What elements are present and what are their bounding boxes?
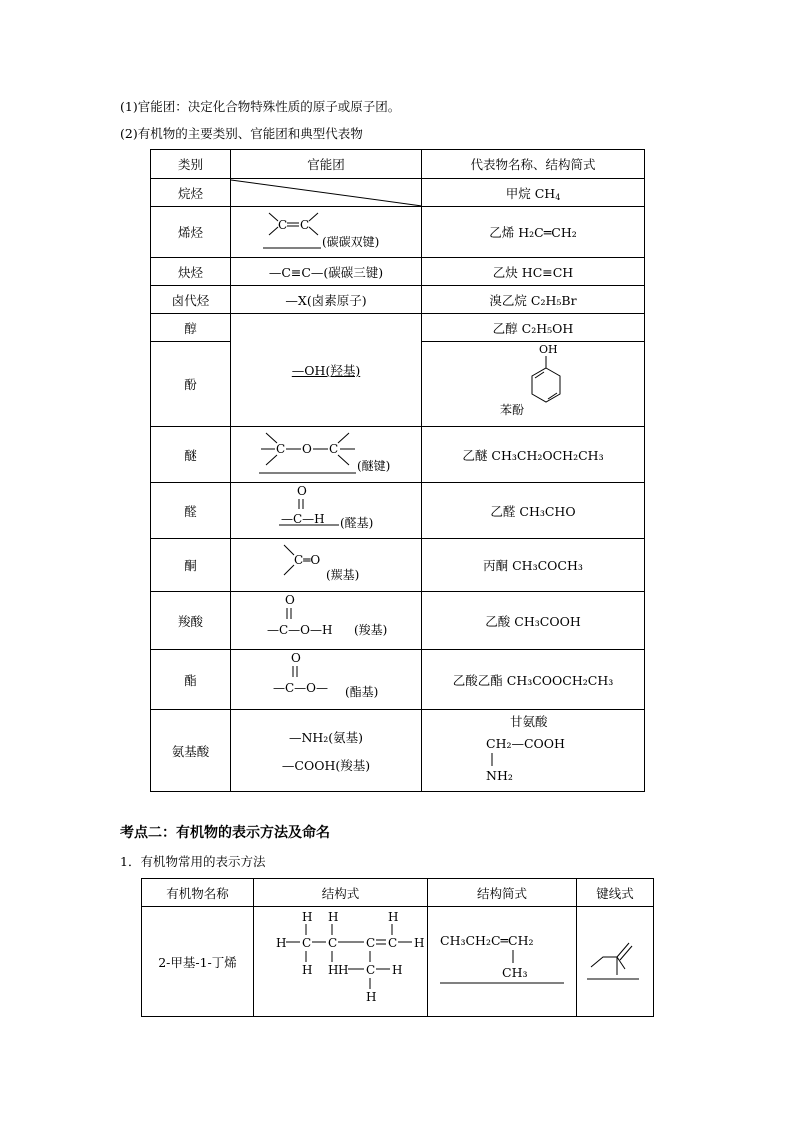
ketone-note: (羰基): [326, 568, 360, 582]
table-row: [151, 286, 645, 314]
atom-c: C: [302, 936, 312, 950]
ester-o: O: [291, 651, 301, 665]
category-aminoacid: 氨基酸: [151, 710, 231, 792]
atom-h: H: [338, 963, 349, 977]
ether-structure: [231, 427, 422, 483]
alkene-c1: C: [278, 218, 288, 232]
ester-chain: —C—O—: [273, 681, 329, 695]
alkane-group-empty: [231, 179, 422, 207]
rep-alcohol: 乙醇 C₂H₅OH: [422, 314, 645, 342]
table-row: [151, 539, 645, 592]
structural-formula-diagram: [254, 907, 428, 1017]
category-ketone: 酮: [151, 539, 231, 592]
atom-h: H: [366, 990, 377, 1004]
table-row: [151, 179, 645, 207]
rep-alkane: 甲烷 $CH_4$: [422, 179, 645, 207]
rep-alkyne: 乙炔 HC≡CH: [422, 258, 645, 286]
header-condensed: 结构简式: [428, 879, 577, 907]
category-ether: 醚: [151, 427, 231, 483]
intro-line-2: (2)有机物的主要类别、官能团和典型代表物: [120, 126, 363, 141]
rep-ketone: 丙酮 CH₃COCH₃: [422, 539, 645, 592]
atom-h: H: [392, 963, 403, 977]
category-alkyne: 炔烃: [151, 258, 231, 286]
ester-group: [231, 650, 422, 710]
header-category: 类别: [151, 150, 231, 179]
skeletal-diagram: [577, 907, 654, 1017]
atom-c: C: [366, 963, 376, 977]
skeletal-formula: [577, 907, 654, 1017]
aldehyde-chain: —C—H: [281, 512, 325, 526]
carboxyl-group: —COOH(羧基): [281, 757, 371, 773]
atom-h: H: [302, 910, 313, 924]
category-halide: 卤代烃: [151, 286, 231, 314]
ether-c1: C: [276, 442, 286, 456]
header-skeletal: 键线式: [577, 879, 654, 907]
table-row: [151, 207, 645, 258]
atom-c: C: [328, 936, 338, 950]
glycine-bond: [488, 752, 498, 768]
ether-c2: C: [329, 442, 339, 456]
category-alkane: 烷烃: [151, 179, 231, 207]
atom-h: H: [414, 936, 425, 950]
category-alkene: 烯烃: [151, 207, 231, 258]
rep-alkene: 乙烯 H₂C═CH₂: [422, 207, 645, 258]
rep-halide: 溴乙烷 C₂H₅Br: [422, 286, 645, 314]
category-phenol: 酚: [151, 342, 231, 427]
compound-name: 2-甲基-1-丁烯: [142, 907, 254, 1017]
atom-h: H: [388, 910, 399, 924]
header-functional-group: 官能团: [231, 150, 422, 179]
header-name: 有机物名称: [142, 879, 254, 907]
glycine-name: 甘氨酸: [510, 714, 548, 729]
table-row: [151, 650, 645, 710]
category-ester: 酯: [151, 650, 231, 710]
rep-phenol: [422, 342, 645, 427]
acid-note: (羧基): [354, 623, 388, 637]
category-aldehyde: 醛: [151, 483, 231, 539]
ester-structure: [231, 650, 422, 710]
header-structural: 结构式: [254, 879, 428, 907]
ester-note: (酯基): [345, 685, 379, 699]
functional-group-table: [150, 149, 645, 792]
table-row: [151, 427, 645, 483]
glycine-top: CH₂—COOH: [486, 736, 565, 751]
structural-formula: [254, 907, 428, 1017]
diagonal-line: [231, 179, 422, 207]
table-row: [151, 314, 645, 342]
aldehyde-group: [231, 483, 422, 539]
phenol-name: 苯酚: [500, 403, 525, 417]
ketone-group: [231, 539, 422, 592]
rep-acid: 乙酸 CH₃COOH: [422, 592, 645, 650]
phenol-ring-structure: [422, 342, 645, 427]
section-subtitle: 1．有机物常用的表示方法: [120, 854, 266, 869]
ether-group: [231, 427, 422, 483]
table-row: [142, 907, 654, 1017]
alkene-note: (碳碳双键): [322, 235, 380, 249]
halide-group: —X(卤素原子): [231, 286, 422, 314]
atom-c: C: [366, 936, 376, 950]
alkene-c2: C: [300, 218, 310, 232]
aldehyde-structure: [231, 483, 422, 539]
atom-h: H: [328, 910, 339, 924]
amino-group: —NH₂(氨基): [288, 729, 364, 745]
ketone-chain: C═O: [294, 553, 321, 567]
condensed-formula: [428, 907, 577, 1017]
table-row: [151, 258, 645, 286]
acid-group: [231, 592, 422, 650]
ether-o: O: [302, 442, 312, 456]
ether-note: (醚键): [357, 459, 391, 473]
alkene-group: [231, 207, 422, 258]
hydroxyl-group: —OH(羟基): [231, 314, 422, 427]
atom-h: H: [276, 936, 287, 950]
aldehyde-o: O: [297, 484, 307, 498]
section-title: 考点二：有机物的表示方法及命名: [120, 825, 330, 841]
carboxyl-structure: [231, 592, 422, 650]
table-row: [151, 592, 645, 650]
ketone-structure: [231, 539, 422, 592]
aldehyde-note: (醛基): [340, 516, 374, 530]
category-acid: 羧酸: [151, 592, 231, 650]
rep-ester: 乙酸乙酯 CH₃COOCH₂CH₃: [422, 650, 645, 710]
acid-chain: —C—O—H: [267, 623, 333, 637]
condensed-top: CH₃CH₂C═CH₂: [440, 933, 534, 948]
glycine-bottom: NH₂: [486, 768, 513, 783]
aminoacid-group: [231, 710, 422, 792]
acid-o: O: [285, 593, 295, 607]
table-row: [151, 710, 645, 792]
table-row: [151, 483, 645, 539]
header-representative: 代表物名称、结构简式: [422, 150, 645, 179]
category-alcohol: 醇: [151, 314, 231, 342]
rep-aminoacid: [422, 710, 645, 792]
rep-aldehyde: 乙醛 CH₃CHO: [422, 483, 645, 539]
rep-ether: 乙醚 CH₃CH₂OCH₂CH₃: [422, 427, 645, 483]
atom-h: H: [302, 963, 313, 977]
atom-h: H: [328, 963, 339, 977]
phenol-oh: OH: [539, 343, 558, 356]
condensed-underline: [428, 907, 577, 1017]
double-bond-structure: [231, 207, 422, 258]
condensed-bottom: CH₃: [502, 965, 528, 980]
representation-table: [141, 878, 654, 1017]
intro-line-1: (1)官能团：决定化合物特殊性质的原子或原子团。: [120, 99, 401, 114]
atom-c: C: [388, 936, 398, 950]
alkyne-group: —C≡C—(碳碳三键): [231, 258, 422, 286]
